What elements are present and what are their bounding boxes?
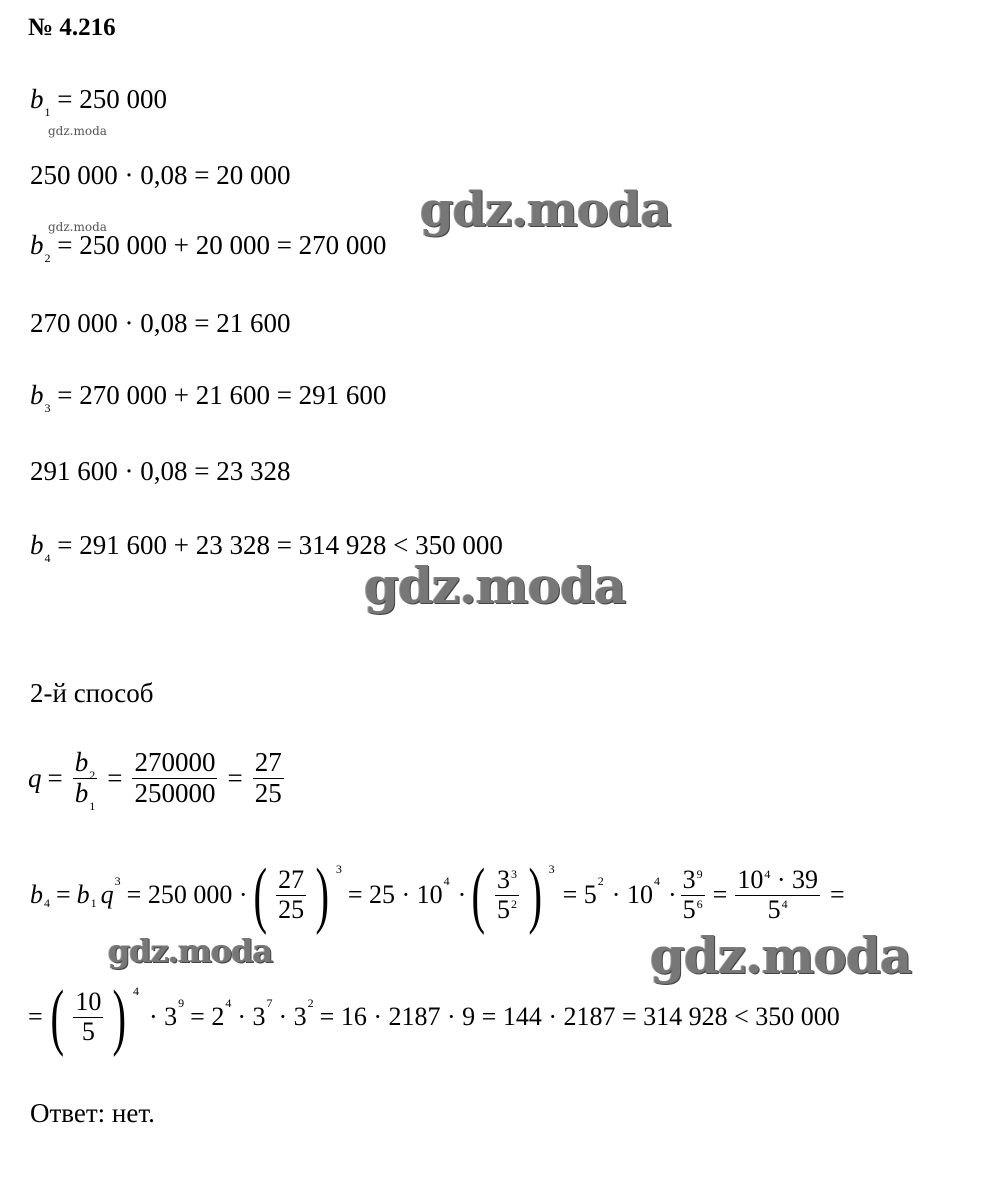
paren-group: ( $\frac{27}{25}$ ) xyxy=(253,854,330,936)
superscript: 4 xyxy=(764,866,771,881)
subscript: 4 xyxy=(44,551,51,565)
equals: = xyxy=(28,1002,43,1031)
subscript: 3 xyxy=(44,401,51,415)
line-b1 xyxy=(30,84,167,119)
equals: = xyxy=(47,762,63,793)
method-heading: 2-й способ xyxy=(30,678,154,708)
numerator: 27 xyxy=(254,747,282,777)
watermark-big: gdz.moda xyxy=(420,182,671,238)
superscript: 3 xyxy=(114,873,121,888)
expression: = 250 000 + 20 000 = 270 000 xyxy=(57,230,387,260)
subscript: 2 xyxy=(44,251,51,265)
var-b: b xyxy=(30,84,44,114)
subscript: 1 xyxy=(89,798,96,813)
expression: = 5 xyxy=(562,880,597,909)
denominator: 5 xyxy=(767,894,781,924)
var-b: b xyxy=(76,880,90,909)
numerator: 270000 xyxy=(134,747,216,777)
equals: = xyxy=(829,880,845,909)
var-q: q xyxy=(28,762,42,793)
final-formula xyxy=(28,976,840,1058)
expression: · 10 xyxy=(611,880,653,909)
line-calc-3: 291 600 · 0,08 = 23 328 xyxy=(30,456,291,486)
numerator: 3 xyxy=(496,864,510,894)
superscript: 2 xyxy=(597,873,604,888)
var-b: b xyxy=(30,880,43,909)
watermark-small: gdz.moda xyxy=(48,220,107,234)
expression: = 250 000 xyxy=(57,84,167,114)
equals: = xyxy=(56,880,71,909)
denominator: 5 xyxy=(496,894,510,924)
superscript: 9 xyxy=(178,995,185,1010)
numerator: 3 xyxy=(682,864,696,894)
paren-group: ( $\frac{3^3}{5^2}$ ) xyxy=(471,854,543,936)
b4-formula xyxy=(30,854,845,936)
numerator: 10 xyxy=(75,986,102,1016)
line-calc-1: 250 000 · 0,08 = 20 000 xyxy=(30,160,291,190)
expression: · 3 xyxy=(148,1002,178,1031)
expression: · 3 xyxy=(278,1002,307,1031)
var-b: b xyxy=(74,747,89,777)
numerator-rest: · 39 xyxy=(776,864,818,894)
expression: = 291 600 + 23 328 = 314 928 < 350 000 xyxy=(57,530,503,560)
equals: = xyxy=(107,762,123,793)
dot: · xyxy=(667,880,677,909)
superscript: 6 xyxy=(696,896,703,911)
superscript: 4 xyxy=(781,896,788,911)
numerator: 10 xyxy=(737,864,764,894)
expression: = 250 000 · xyxy=(126,880,248,909)
fraction-27-25 xyxy=(253,748,284,808)
superscript: 2 xyxy=(510,896,517,911)
superscript: 4 xyxy=(653,873,660,888)
superscript: 7 xyxy=(266,995,273,1010)
denominator: 25 xyxy=(254,777,282,808)
superscript: 4 xyxy=(443,873,450,888)
denominator: 5 xyxy=(81,1016,95,1046)
line-b2 xyxy=(30,230,387,265)
paren-group: ( $\frac{10}{5}$ ) xyxy=(50,976,127,1058)
expression: = 2 xyxy=(190,1002,225,1031)
answer: Ответ: нет. xyxy=(30,1098,155,1128)
var-b: b xyxy=(30,230,44,260)
subscript: 1 xyxy=(44,105,51,119)
superscript: 3 xyxy=(510,866,517,881)
dot: · xyxy=(457,880,467,909)
watermark-big: gdz.moda xyxy=(108,932,273,970)
subscript: 1 xyxy=(90,895,97,910)
watermark-big: gdz.moda xyxy=(364,556,626,615)
subscript: 2 xyxy=(89,768,96,782)
superscript: 9 xyxy=(696,866,703,881)
watermark-big: gdz.moda xyxy=(650,926,912,985)
denominator: 25 xyxy=(278,894,305,924)
var-q: q xyxy=(100,880,114,909)
denominator: 250000 xyxy=(134,777,216,808)
expression: · 3 xyxy=(237,1002,266,1031)
equals: = xyxy=(227,762,243,793)
fraction-b2-b1 xyxy=(73,747,98,813)
equals: = xyxy=(712,880,728,909)
var-b: b xyxy=(30,380,44,410)
fraction-270000-250000 xyxy=(132,748,217,808)
expression: = 270 000 + 21 600 = 291 600 xyxy=(57,380,387,410)
expression: = 16 · 2187 · 9 = 144 · 2187 = 314 928 < 350 000 xyxy=(319,1002,840,1031)
denominator: 5 xyxy=(682,894,696,924)
line-calc-2: 270 000 · 0,08 = 21 600 xyxy=(30,308,291,338)
var-b: b xyxy=(74,777,89,808)
problem-number: № 4.216 xyxy=(28,14,116,41)
line-b3 xyxy=(30,380,387,415)
superscript: 3 xyxy=(548,861,555,876)
watermark-small: gdz.moda xyxy=(48,124,107,138)
superscript: 4 xyxy=(225,995,232,1010)
subscript: 4 xyxy=(44,895,50,910)
superscript: 4 xyxy=(132,983,139,998)
var-b: b xyxy=(30,530,44,560)
numerator: 27 xyxy=(278,864,305,894)
superscript: 3 xyxy=(335,861,342,876)
expression: = 25 · 10 xyxy=(347,880,443,909)
superscript: 2 xyxy=(307,995,314,1010)
q-formula xyxy=(28,747,288,813)
